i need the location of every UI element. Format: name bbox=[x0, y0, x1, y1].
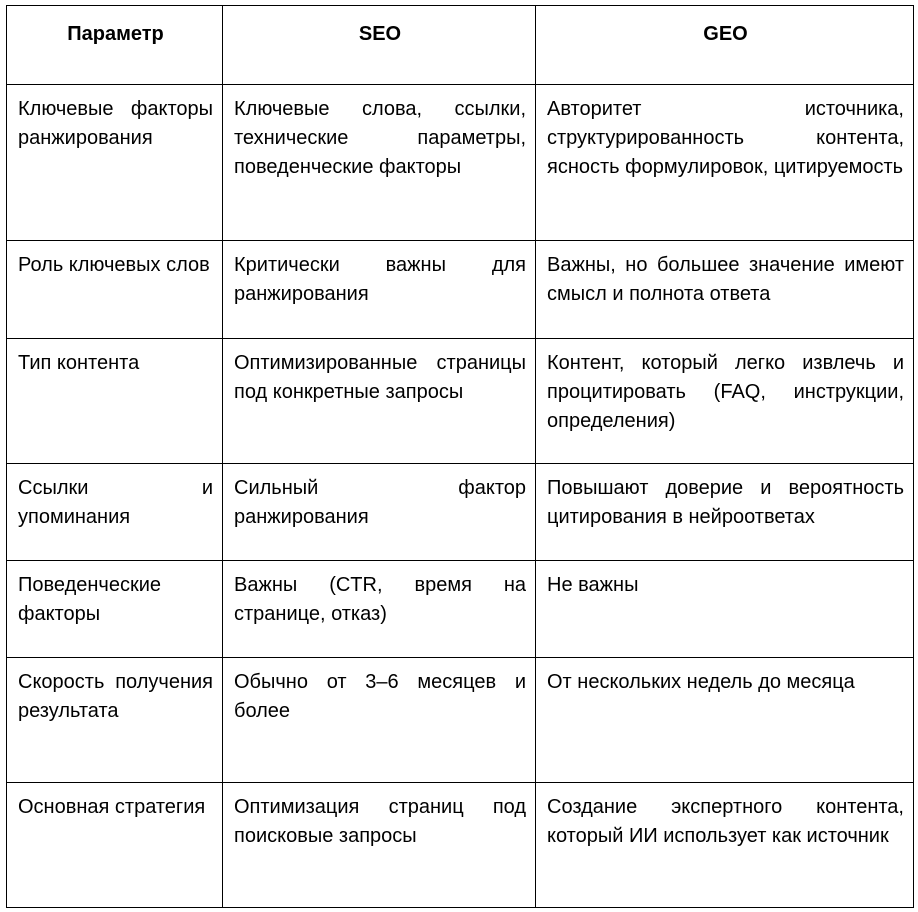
cell-seo: Критически важны для ранжирования bbox=[223, 241, 536, 339]
table-row bbox=[7, 339, 914, 464]
cell-parameter: Основная стратегия bbox=[7, 783, 223, 908]
cell-geo: Авторитет источника, структурированность контента, ясность формулировок, цитируемость bbox=[536, 85, 914, 241]
table-row bbox=[7, 561, 914, 658]
header-geo: GEO bbox=[536, 6, 914, 85]
cell-parameter: Поведенческие факторы bbox=[7, 561, 223, 658]
cell-seo: Обычно от 3–6 месяцев и более bbox=[223, 658, 536, 783]
cell-geo: От нескольких недель до месяца bbox=[536, 658, 914, 783]
seo-geo-comparison-table bbox=[6, 5, 914, 908]
cell-parameter: Ссылки и упоминания bbox=[7, 464, 223, 561]
cell-parameter: Скорость получения результата bbox=[7, 658, 223, 783]
table-row bbox=[7, 658, 914, 783]
cell-seo: Оптимизированные страницы под конкретные запросы bbox=[223, 339, 536, 464]
cell-geo: Повышают доверие и вероятность цитирования в нейроответах bbox=[536, 464, 914, 561]
cell-geo: Создание экспертного контента, который ИИ использует как источник bbox=[536, 783, 914, 908]
cell-seo: Сильный фактор ранжирования bbox=[223, 464, 536, 561]
table-row bbox=[7, 241, 914, 339]
header-seo: SEO bbox=[223, 6, 536, 85]
cell-parameter: Тип контента bbox=[7, 339, 223, 464]
table-row bbox=[7, 85, 914, 241]
cell-seo: Оптимизация страниц под поисковые запросы bbox=[223, 783, 536, 908]
cell-parameter: Ключевые факторы ранжирования bbox=[7, 85, 223, 241]
cell-geo: Важны, но большее значение имеют смысл и полнота ответа bbox=[536, 241, 914, 339]
header-parameter: Параметр bbox=[7, 6, 223, 85]
cell-geo: Не важны bbox=[536, 561, 914, 658]
cell-geo: Контент, который легко извлечь и процитировать (FAQ, инструкции, определения) bbox=[536, 339, 914, 464]
cell-seo: Ключевые слова, ссылки, технические параметры, поведенческие факторы bbox=[223, 85, 536, 241]
header-row bbox=[7, 6, 914, 85]
table-row bbox=[7, 783, 914, 908]
cell-seo: Важны (CTR, время на странице, отказ) bbox=[223, 561, 536, 658]
table-row bbox=[7, 464, 914, 561]
cell-parameter: Роль ключевых слов bbox=[7, 241, 223, 339]
